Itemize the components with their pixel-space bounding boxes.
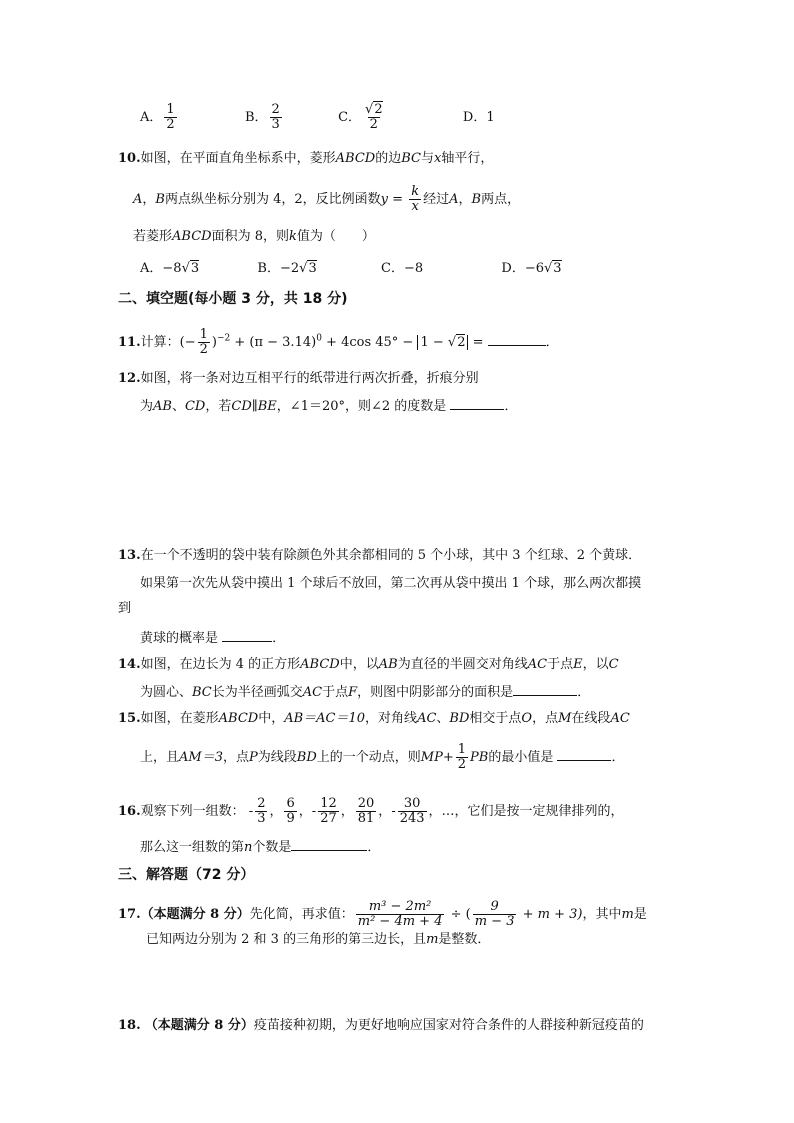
q12-line1: 12.如图，将一条对边互相平行的纸带进行两次折叠，折痕分别 [118, 371, 479, 386]
q13-line2: 如果第一次先从袋中摸出 1 个球后不放回，第二次再从袋中摸出 1 个球，那么两次都摸 [140, 576, 642, 591]
q15-line1: 15.如图，在菱形ABCD中，AB＝AC＝10，对角线AC、BD相交于点O，点M在线段AC [118, 711, 630, 726]
q10-option-c: C．−8 [381, 261, 424, 276]
q10-line3: 若菱形ABCD面积为 8，则k值为（ ） [133, 229, 375, 244]
q16-answer-blank[interactable] [291, 838, 367, 851]
q14-line2: 为圆心、BC长为半径画弧交AC于点F，则图中阴影部分的面积是 ． [140, 685, 591, 700]
q12-line2: 为AB、CD，若CD∥BE，∠1＝20°，则∠2 的度数是 ． [140, 399, 518, 414]
q10-line1: 10.如图，在平面直角坐标系中，菱形ABCD的边BC与x轴平行， [118, 151, 494, 166]
q15-answer-blank[interactable] [557, 748, 611, 761]
q10-option-d: D．−6√3 [501, 261, 562, 276]
q13-line4: 黄球的概率是 ． [140, 631, 286, 646]
q16-line1: 16.观察下列一组数： - $\frac{2}{3}$ ， $\frac{6}{9}$ ，- $\frac{12}{27}$ ， $\frac{20}{81}$ ，- $\frac{30}{243}$ ，…，它们是按一定规律排列的， [118, 796, 624, 826]
q10-line2: A，B两点纵坐标分别为 4，2，反比例函数y = $\frac{k}{x}$ 经过A，B两点， [133, 184, 521, 214]
q12-answer-blank[interactable] [450, 397, 504, 410]
section-heading-answers: 三、解答题（72 分） [118, 867, 255, 883]
q17-line2: 已知两边分别为 2 和 3 的三角形的第三边长，且m是整数． [146, 932, 491, 947]
section-heading-fill-in: 二、填空题(每小题 3 分，共 18 分) [118, 291, 348, 307]
q17-line1: 17.（本题满分 8 分）先化简，再求值： $\frac{\text{m³ − 2m²}}{\text{m² − 4m + 4}}$ ÷ ( $\frac{9}{m - 3}$ + m + 3)，其中m是 [118, 899, 647, 929]
q10-option-b: B．−2√3 [257, 261, 317, 276]
q9-option-c: C． $\frac{√2}{2}$ [338, 102, 383, 132]
q18-line1: 18. （本题满分 8 分）疫苗接种初期，为更好地响应国家对符合条件的人群接种新冠疫苗的 [118, 1018, 644, 1033]
q13-answer-blank[interactable] [222, 629, 272, 642]
q16-line2: 那么这一组数的第n个数是 ． [140, 840, 381, 855]
q14-line1: 14.如图，在边长为 4 的正方形ABCD中，以AB为直径的半圆交对角线AC于点E，以C [118, 657, 619, 672]
q9-options [140, 103, 495, 132]
q9-option-d: D．1 [462, 110, 495, 125]
q11-answer-blank[interactable] [488, 333, 546, 346]
q9-option-b: B． $\frac{2}{3}$ [244, 102, 280, 132]
q14-answer-blank[interactable] [513, 683, 577, 696]
q10-option-a: A．−8√3 [140, 261, 200, 276]
q9-option-a: A． $\frac{1}{2}$ [140, 102, 175, 132]
q13-line1: 13.在一个不透明的袋中装有除颜色外其余都相同的 5 个小球，其中 3 个红球、2 个黄球． [118, 548, 642, 563]
q10-options [140, 260, 562, 278]
q11: 11.计算：(− $\frac{1}{2}$ )$^{-2} + (\pi - 3.14)^0 + 4\cos$ 45° − 1 − √2 = ． [118, 327, 559, 357]
q13-line3: 到 [118, 601, 132, 616]
q15-line2: 上，且AM＝3，点P为线段BD上的一个动点，则MP+ $\frac{1}{2}$ PB的最小值是 ． [140, 742, 625, 772]
